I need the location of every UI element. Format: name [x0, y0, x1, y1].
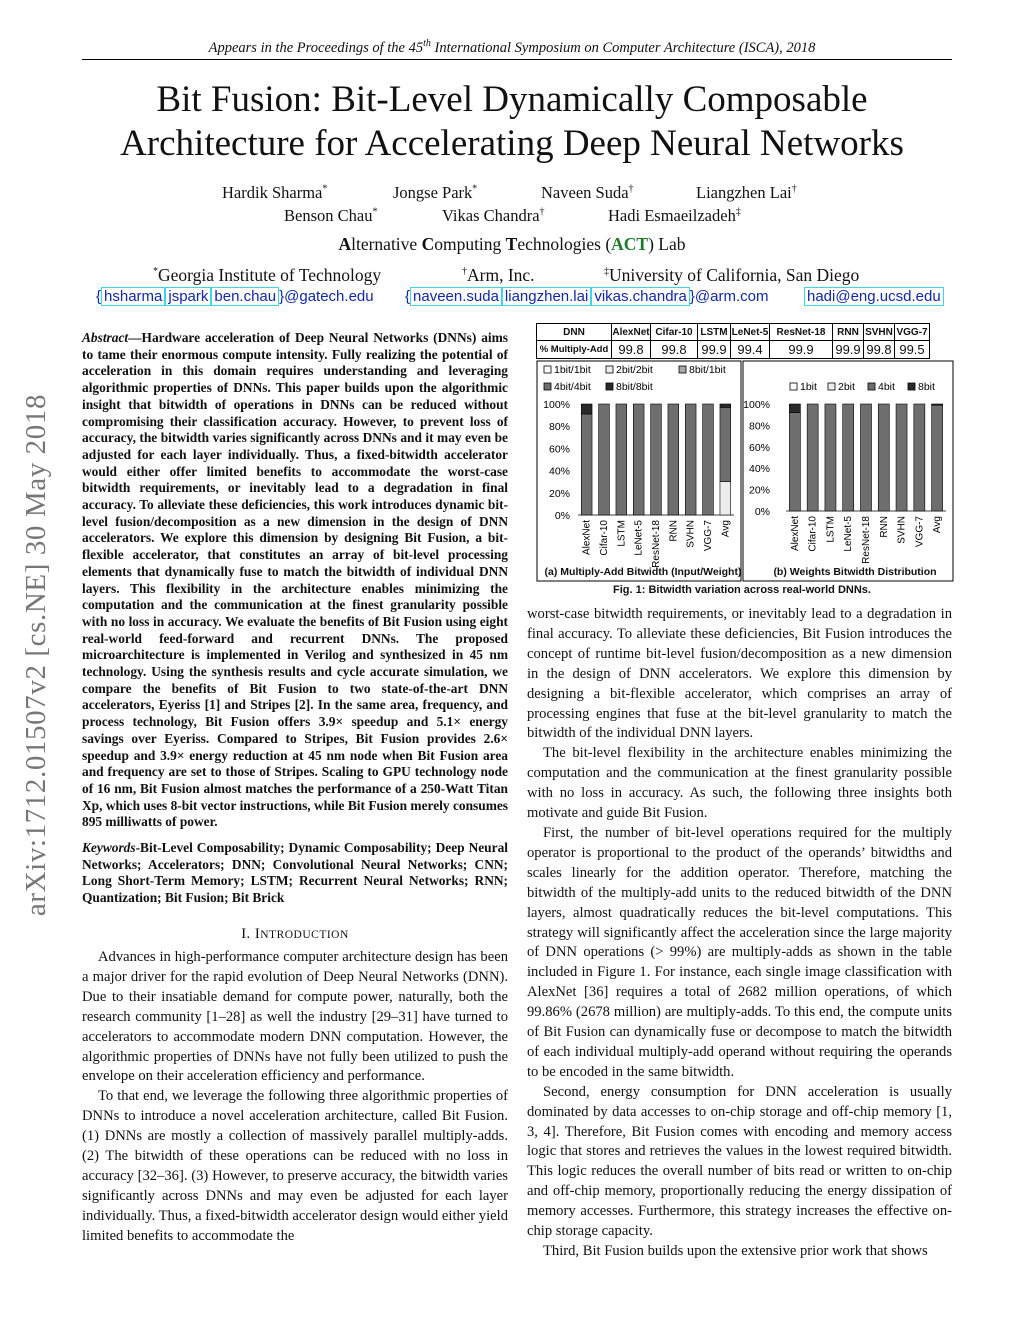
table-cell: 99.5 — [895, 341, 930, 359]
bar-segment — [932, 404, 943, 405]
x-tick-label: RNN — [668, 520, 680, 542]
table-header-cell: DNN — [537, 324, 612, 341]
bar-segment — [807, 404, 818, 511]
paragraph: worst-case bitwidth requirements, or inevitably lead to a degradation in final accuracy. To alleviate these deficiencies, Bit Fusion introduces the concept of runtime bit-level fusion/decomposition as a new dimension in the design of DNN accelerators. We explore this dimension by designing a bit-flexible accelerator, which comprises an array of processing engines that fuse at the bit-level granularity to match the bitwidth of the individual DNN layers. — [527, 606, 952, 742]
x-tick-label: ResNet-18 — [861, 516, 872, 564]
table-cell: 99.4 — [731, 341, 770, 359]
y-tick-label: 40% — [548, 465, 570, 478]
right-body — [527, 605, 952, 1262]
bar-segment — [720, 482, 731, 515]
header-rule — [82, 59, 952, 60]
bar-segment — [860, 404, 871, 511]
table-header-cell: VGG-7 — [895, 324, 930, 341]
legend-swatch — [606, 366, 613, 373]
bar-segment — [789, 413, 800, 511]
bar-segment — [599, 404, 610, 515]
table-cell: 99.8 — [864, 341, 895, 359]
table-row-label: % Multiply-Add — [537, 341, 612, 359]
table-header-cell: LSTM — [698, 324, 731, 341]
paragraph: To that end, we leverage the following three algorithmic properties of DNNs to introduce a novel acceleration architecture, called Bit Fusion. (1) DNNs are mostly a collection of massively parallel multiply-adds. (2) The bitwidth of these operations can be reduced with no loss in accuracy [32–36]. (3) However, to preserve accuracy, the bitwidth varies significantly across DNNs and may even be adjusted for each layer individually. Thus, a fixed-bitwidth accelerator design would either yield limited benefits to accommodate the — [82, 1088, 508, 1244]
y-tick-label: 20% — [548, 487, 570, 500]
bar-segment — [581, 414, 592, 515]
bar-segment — [914, 404, 925, 511]
y-tick-label: 80% — [548, 421, 570, 434]
bar-segment — [651, 404, 662, 515]
x-tick-label: Avg — [720, 520, 732, 538]
email-link-hsharma[interactable]: hsharma — [101, 287, 165, 306]
legend-label: 2bit — [838, 381, 855, 393]
x-tick-label: SVHN — [896, 516, 908, 544]
y-tick-label: 0% — [554, 510, 570, 522]
table-cell: 99.9 — [698, 341, 731, 359]
emails-arm: { naveen.suda liangzhen.lai vikas.chandra }@arm.com — [405, 288, 769, 305]
legend-swatch — [828, 383, 835, 390]
section-heading-introduction: I. INTRODUCTION — [241, 926, 349, 942]
chart-weights-bitwidth — [742, 360, 954, 582]
table-header-cell: ResNet-18 — [770, 324, 833, 341]
x-tick-label: AlexNet — [581, 520, 593, 556]
bar-segment — [703, 404, 714, 515]
x-tick-label: Cifar-10 — [807, 516, 819, 552]
paragraph: Third, Bit Fusion builds upon the extensive prior work that shows — [543, 1243, 928, 1259]
y-tick-label: 60% — [748, 441, 770, 454]
table-header-cell: LeNet-5 — [731, 324, 770, 341]
table-header-cell: Cifar-10 — [651, 324, 698, 341]
legend-swatch — [679, 366, 686, 373]
legend-swatch — [544, 383, 551, 390]
table-cell: 99.9 — [770, 341, 833, 359]
paper-title — [60, 78, 964, 166]
paragraph: Advances in high-performance computer architecture design has been a major driver for the rapid evolution of Deep Neural Networks (DNN). Due to their insatiable demand for compute power, naturally, both the research community [1–28] as well the industry [29–31] have turned to accelerators to accommodate modern DNN computation. However, the algorithmic properties of DNNs have not fully been utilized to push the envelope on their acceleration efficiency and performance. — [82, 949, 508, 1085]
left-body — [82, 948, 508, 1247]
bar-segment — [685, 404, 696, 515]
y-tick-label: 100% — [743, 399, 770, 411]
lab-name: Alternative Computing Technologies (ACT) Lab — [338, 234, 686, 254]
arxiv-stamp[interactable]: arXiv:1712.01507v2 [cs.NE] 30 May 2018 — [20, 393, 52, 917]
bar-segment — [825, 404, 836, 511]
x-tick-label: LSTM — [616, 520, 628, 547]
table-cell: 99.8 — [612, 341, 651, 359]
legend-swatch — [908, 383, 915, 390]
y-tick-label: 0% — [754, 506, 770, 518]
bar-segment — [896, 404, 907, 511]
author-2: Jongse Park* — [393, 183, 478, 202]
legend-swatch — [790, 383, 797, 390]
legend-label: 8bit/8bit — [616, 381, 653, 393]
email-link-liangzhen[interactable]: liangzhen.lai — [502, 287, 591, 306]
figure-1-caption: Fig. 1: Bitwidth variation across real-world DNNs. — [613, 584, 871, 596]
bar-segment — [843, 404, 854, 511]
bar-segment — [668, 404, 679, 515]
table-cell: 99.8 — [651, 341, 698, 359]
legend-swatch — [544, 366, 551, 373]
x-tick-label: SVHN — [685, 520, 697, 548]
email-link-jspark[interactable]: jspark — [165, 287, 211, 306]
bar-segment — [720, 404, 731, 407]
bar-segment — [789, 404, 800, 413]
legend-label: 8bit — [918, 381, 935, 393]
author-4: Liangzhen Lai† — [696, 183, 797, 202]
multiply-add-table — [536, 323, 930, 359]
y-tick-label: 60% — [548, 443, 570, 456]
y-tick-label: 40% — [748, 463, 770, 476]
email-link-hadi[interactable]: hadi@eng.ucsd.edu — [804, 287, 944, 306]
x-tick-label: LeNet-5 — [843, 516, 855, 552]
bar-segment — [581, 404, 592, 414]
bar-segment — [720, 407, 731, 481]
subcaption-b: (b) Weights Bitwidth Distribution — [773, 566, 937, 578]
paragraph: Second, energy consumption for DNN acceleration is usually dominated by data accesses to on-chip storage and off-chip memory [1, 3, 4]. Therefore, Bit Fusion comes with encoding and memory access logic that stores and retrieves the values in the lowest required bitwidth. This logic reduces the overall number of bits read or written to on-chip and off-chip memory, proportionally reducing the energy dissipation of memory accesses. Furthermore, this strategy increases the effective on-chip storage capacity. — [527, 1083, 952, 1240]
legend-swatch — [606, 383, 613, 390]
bar-segment — [878, 404, 889, 511]
y-tick-label: 80% — [748, 420, 770, 433]
legend-label: 1bit/1bit — [554, 364, 591, 376]
table-cell: 99.9 — [833, 341, 864, 359]
x-tick-label: LeNet-5 — [633, 520, 645, 556]
keywords-label: Keywords — [82, 840, 136, 855]
table-header-cell: RNN — [833, 324, 864, 341]
legend-label: 2bit/2bit — [616, 364, 653, 376]
legend-label: 4bit — [878, 381, 895, 393]
abstract-text: —Hardware acceleration of Deep Neural Networks (DNNs) aims to tame their enormous compute intensity. Fully realizing the potential of acceleration in this domain requires understanding and leveraging algorithmic properties of DNNs. This paper builds upon the algorithmic insight that bitwidth of operations in DNNs can be reduced without compromising their classification accuracy. However, to prevent loss of accuracy, the bitwidth varies significantly across DNNs and it may even be adjusted for each layer individually. Thus, a fixed-bitwidth accelerator would either offer limited benefits to accommodate the worst-case bitwidth requirements, or inevitably lead to a degradation in final accuracy. To alleviate these deficiencies, this work introduces dynamic bit-level fusion/decomposition as a new dimension in the design of DNN accelerators. We explore this dimension by designing Bit Fusion, a bit-flexible accelerator, that constitutes an array of bit-level processing elements that dynamically fuse to match the bitwidth of individual DNN layers. This flexibility in the architecture enables minimizing the computation and the communication at the finest granularity possible with no loss in accuracy. We evaluate the benefits of Bit Fusion using eight real-world feed-forward and recurrent DNNs. The proposed microarchitecture is implemented in Verilog and synthesized in 45 nm technology. Using the synthesis results and cycle accurate simulation, we compare the benefits of Bit Fusion to two state-of-the-art DNN accelerators, Eyeriss [1] and Stripes [2]. In the same area, frequency, and process technology, Bit Fusion offers 3.9× speedup and 5.1× energy savings over Eyeriss. Compared to Stripes, Bit Fusion provides 2.6× speedup and 3.9× energy reduction at 45 nm node when Bit Fusion area and frequency are set to those of Stripes. Scaling to GPU technology node of 16 nm, Bit Fusion almost matches the performance of a 250-Watt Titan Xp, which uses 8-bit vector instructions, while Bit Fusion merely consumes 895 milliwatts of power. — [82, 330, 508, 830]
author-7: Hadi Esmaeilzadeh‡ — [608, 206, 741, 225]
title-line-1: Bit Fusion: Bit-Level Dynamically Composable — [156, 79, 868, 120]
abstract — [82, 330, 508, 831]
abstract-label: Abstract — [82, 330, 129, 345]
legend-swatch — [868, 383, 875, 390]
paragraph: First, the number of bit-level operations required for the multiply operator is proportional to the product of the operands’ bitwidths and scales linearly for the addition operator. Therefore, matching the bitwidth of the multiply-add units to the reduced bitwidth of the DNN layers, almost quadratically reduces the bit-level computations. This strategy will significantly affect the acceleration since the large majority of DNN operations (> 99%) are multiply-adds as shown in the table included in Figure 1. For instance, each single image classification with AlexNet [36] requires a total of 2682 million operations, of which 99.86% (2678 million) are multiply-adds. To this end, the compute units of Bit Fusion can dynamically fuse or decompose to match the bitwidth of each individual multiply-add operand without requiring the operands to be encoded in the same bitwidth. — [527, 824, 952, 1080]
figure-1-table-wrap — [536, 323, 930, 359]
table-header-cell: AlexNet — [612, 324, 651, 341]
author-5: Benson Chau* — [284, 206, 378, 225]
x-tick-label: VGG-7 — [914, 516, 926, 548]
x-tick-label: RNN — [878, 516, 890, 538]
email-link-vikas[interactable]: vikas.chandra — [591, 287, 690, 306]
keywords — [82, 840, 508, 907]
x-tick-label: Cifar-10 — [599, 520, 610, 556]
affiliation-arm: †Arm, Inc. — [462, 265, 535, 285]
y-tick-label: 100% — [543, 399, 570, 411]
chart-multiply-add-bitwidth — [536, 360, 742, 582]
keywords-text: -Bit-Level Composability; Dynamic Composability; Deep Neural Networks; Accelerators; DNN; Convolutional Neural Networks; CNN; Long Short-Term Memory; LSTM; Recurrent Neural Networks; RNN; Quantization; Bit Fusion; Bit Brick — [82, 840, 508, 906]
email-link-benchau[interactable]: ben.chau — [211, 287, 279, 306]
legend-label: 8bit/1bit — [689, 364, 726, 376]
author-6: Vikas Chandra† — [442, 206, 545, 225]
x-tick-label: ResNet-18 — [651, 520, 662, 568]
legend-label: 1bit — [800, 381, 817, 393]
proceedings-header: Appears in the Proceedings of the 45th International Symposium on Computer Architecture (ISCA), 2018 — [208, 38, 816, 56]
author-1: Hardik Sharma* — [222, 183, 328, 202]
email-link-naveen[interactable]: naveen.suda — [410, 287, 502, 306]
y-tick-label: 20% — [748, 484, 770, 497]
paragraph: The bit-level flexibility in the architecture enables minimizing the computation and the communication at the finest granularity possible with no loss in accuracy. As such, the following three insights both motivate and guide Bit Fusion. — [527, 745, 952, 822]
x-tick-label: VGG-7 — [703, 520, 714, 552]
bar-segment — [616, 404, 627, 515]
email-ucsd — [804, 288, 944, 306]
table-header-cell: SVHN — [864, 324, 895, 341]
bar-segment — [633, 404, 644, 515]
x-tick-label: LSTM — [825, 516, 837, 543]
emails-gatech: { hsharma jspark ben.chau }@gatech.edu — [96, 288, 374, 305]
legend-label: 4bit/4bit — [554, 381, 591, 393]
subcaption-a: (a) Multiply-Add Bitwidth (Input/Weight) — [544, 566, 742, 578]
title-line-2: Architecture for Accelerating Deep Neural Networks — [120, 123, 904, 164]
affiliation-ucsd: ‡University of California, San Diego — [604, 265, 860, 285]
author-3: Naveen Suda† — [541, 183, 634, 202]
x-tick-label: AlexNet — [789, 516, 801, 552]
affiliation-gatech: *Georgia Institute of Technology — [153, 265, 382, 285]
bar-segment — [932, 405, 943, 511]
x-tick-label: Avg — [932, 516, 944, 534]
